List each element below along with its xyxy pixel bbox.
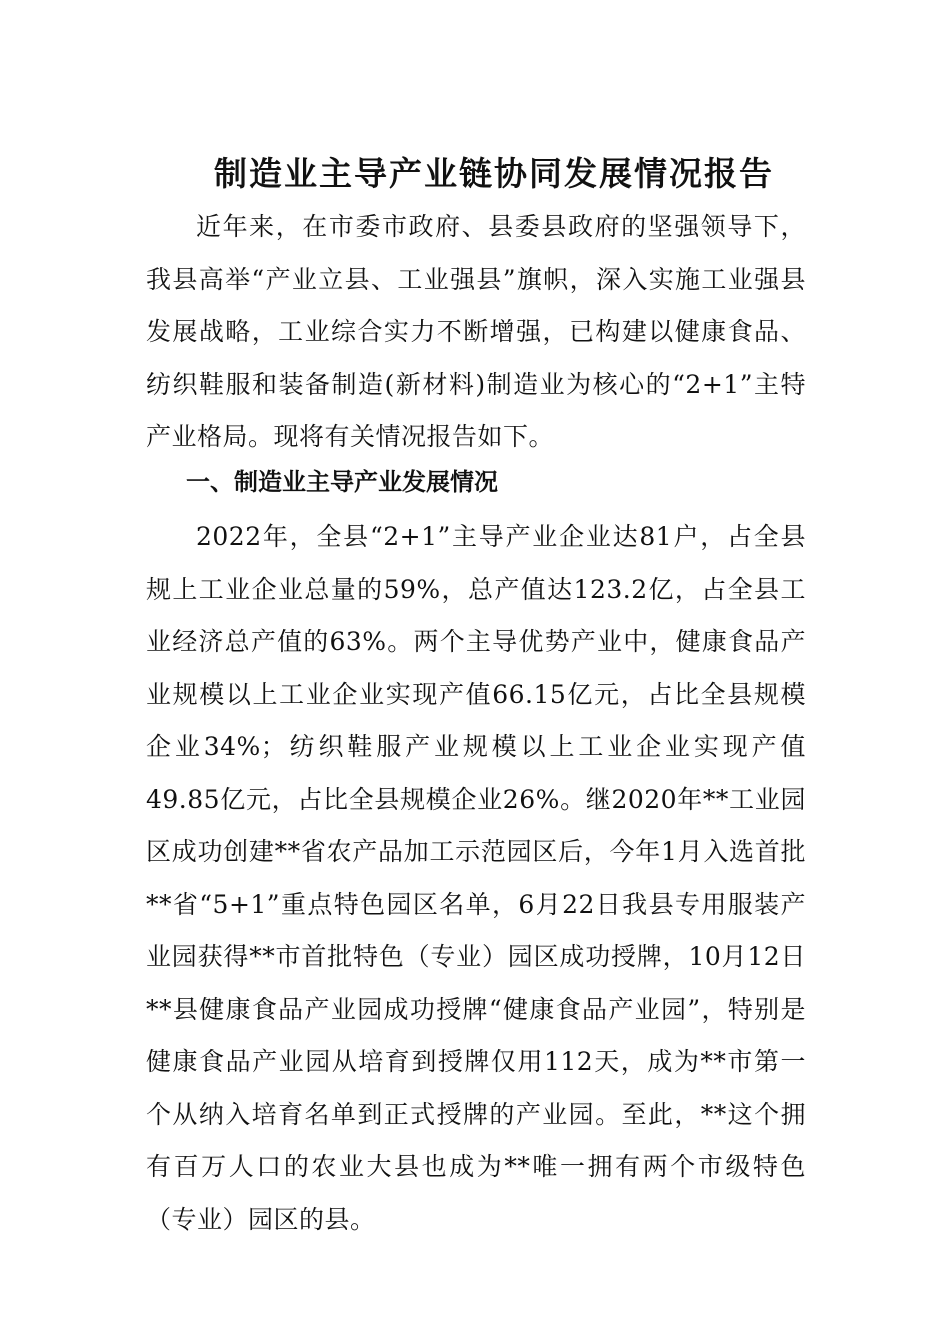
intro-paragraph: 近年来，在市委市政府、县委县政府的坚强领导下，我县高举“产业立县、工业强县”旗帜，深入实施工业强县发展战略，工业综合实力不断增强，已构建以健康食品、纺织鞋服和装备制造(新材料)制造业为核心的“2+1”主特产业格局。现将有关情况报告如下。: [146, 212, 806, 451]
section-heading: 一、制造业主导产业发展情况: [186, 468, 498, 496]
document-title: 制造业主导产业链协同发展情况报告: [214, 154, 774, 194]
section-paragraph: 2022年，全县“2+1”主导产业企业达81户，占全县规上工业企业总量的59%，总产值达123.2亿，占全县工业经济总产值的63%。两个主导优势产业中，健康食品产业规模以上工业企业实现产值66.15亿元，占比全县规模企业34%；纺织鞋服产业规模以上工业企业实现产值49.85亿元，占比全县规模企业26%。继2020年**工业园区成功创建**省农产品加工示范园区后，今年1月入选首批**省“5+1”重点特色园区名单，6月22日我县专用服装产业园获得**市首批特色（专业）园区成功授牌，10月12日**县健康食品产业园成功授牌“健康食品产业园”，特别是健康食品产业园从培育到授牌仅用112天，成为**市第一个从纳入培育名单到正式授牌的产业园。至此，**这个拥有百万人口的农业大县也成为**唯一拥有两个市级特色（专业）园区的县。: [146, 522, 806, 1234]
